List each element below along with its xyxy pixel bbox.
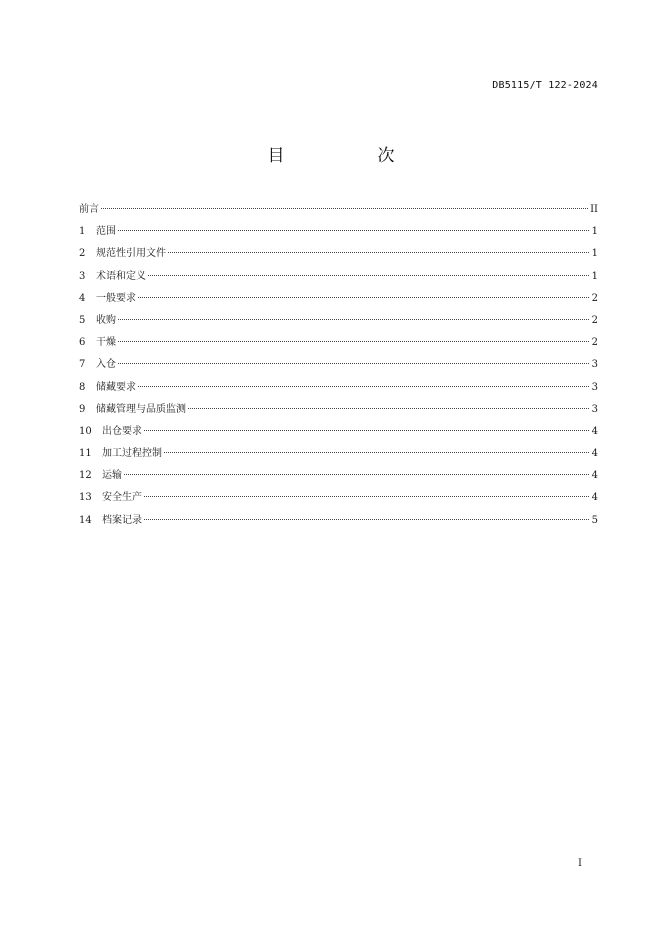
toc-label: 档案记录 — [102, 514, 142, 526]
toc-entry-8[interactable] — [79, 377, 598, 399]
toc-leader-dots — [188, 408, 589, 409]
toc-leader-dots — [118, 363, 589, 364]
toc-leader-dots — [118, 341, 589, 342]
toc-page-number: 4 — [591, 470, 598, 482]
toc-leader-dots — [144, 519, 589, 520]
toc-number: 8 — [79, 381, 86, 393]
toc-leader-dots — [118, 230, 589, 231]
toc-page-number: 2 — [591, 337, 598, 349]
toc-label: 一般要求 — [96, 292, 136, 304]
toc-label: 收购 — [96, 314, 116, 326]
toc-leader-dots — [164, 452, 589, 453]
toc-number: 10 — [79, 425, 92, 437]
toc-label: 运输 — [102, 470, 122, 482]
toc-label: 前言 — [79, 204, 99, 215]
toc-label: 入仓 — [96, 359, 116, 371]
toc-label: 范围 — [96, 226, 116, 238]
toc-page-number: 4 — [591, 425, 598, 437]
toc-page-number: 4 — [591, 448, 598, 460]
toc-entry-foreword[interactable] — [79, 199, 598, 221]
toc-entry-11[interactable] — [79, 443, 598, 465]
toc-number: 6 — [79, 337, 86, 349]
toc-page-number: 3 — [591, 403, 598, 415]
toc-number: 3 — [79, 270, 86, 282]
toc-leader-dots — [144, 430, 589, 431]
toc-label: 术语和定义 — [96, 270, 146, 282]
toc-label: 储藏要求 — [96, 381, 136, 393]
toc-leader-dots — [168, 252, 589, 253]
page-title: 目 次 — [267, 146, 433, 166]
toc-page-number: 1 — [591, 270, 598, 282]
toc-label: 储藏管理与品质监测 — [96, 403, 186, 415]
toc-entry-6[interactable] — [79, 332, 598, 354]
toc-number: 11 — [79, 448, 92, 460]
toc-entry-14[interactable] — [79, 510, 598, 532]
toc-leader-dots — [138, 386, 589, 387]
toc-page-number: 1 — [591, 226, 598, 238]
toc-leader-dots — [124, 474, 589, 475]
toc-entry-13[interactable] — [79, 487, 598, 509]
toc-entry-10[interactable] — [79, 421, 598, 443]
toc-number: 7 — [79, 359, 86, 371]
toc-number: 5 — [79, 314, 86, 326]
toc-number: 13 — [79, 492, 92, 504]
toc-entry-2[interactable] — [79, 243, 598, 265]
toc-number: 14 — [79, 514, 92, 526]
toc-entry-12[interactable] — [79, 465, 598, 487]
toc-label: 出仓要求 — [102, 425, 142, 437]
toc-page-number: 3 — [591, 381, 598, 393]
toc-entry-4[interactable] — [79, 288, 598, 310]
toc-page-number: 2 — [591, 292, 598, 304]
toc-leader-dots — [144, 496, 589, 497]
toc-page-number: 4 — [591, 492, 598, 504]
toc-entry-9[interactable] — [79, 399, 598, 421]
toc-leader-dots — [101, 208, 588, 209]
toc-page-number: 3 — [591, 359, 598, 371]
toc-entry-5[interactable] — [79, 310, 598, 332]
toc-entry-3[interactable] — [79, 266, 598, 288]
toc-leader-dots — [138, 297, 589, 298]
document-code: DB5115/T 122-2024 — [492, 80, 598, 91]
toc-page-number: 2 — [591, 314, 598, 326]
toc-number: 4 — [79, 292, 86, 304]
table-of-contents — [79, 199, 598, 532]
toc-leader-dots — [118, 319, 589, 320]
toc-page-number: 1 — [591, 248, 598, 260]
page-number: I — [578, 858, 582, 869]
toc-number: 1 — [79, 226, 86, 238]
toc-number: 9 — [79, 403, 86, 415]
toc-leader-dots — [148, 275, 589, 276]
toc-page-number: II — [590, 204, 598, 215]
toc-label: 加工过程控制 — [102, 448, 162, 460]
toc-page-number: 5 — [591, 514, 598, 526]
toc-label: 规范性引用文件 — [96, 248, 166, 260]
toc-label: 干燥 — [96, 337, 116, 349]
toc-number: 12 — [79, 470, 92, 482]
toc-number: 2 — [79, 248, 86, 260]
toc-entry-7[interactable] — [79, 354, 598, 376]
toc-label: 安全生产 — [102, 492, 142, 504]
toc-entry-1[interactable] — [79, 221, 598, 243]
